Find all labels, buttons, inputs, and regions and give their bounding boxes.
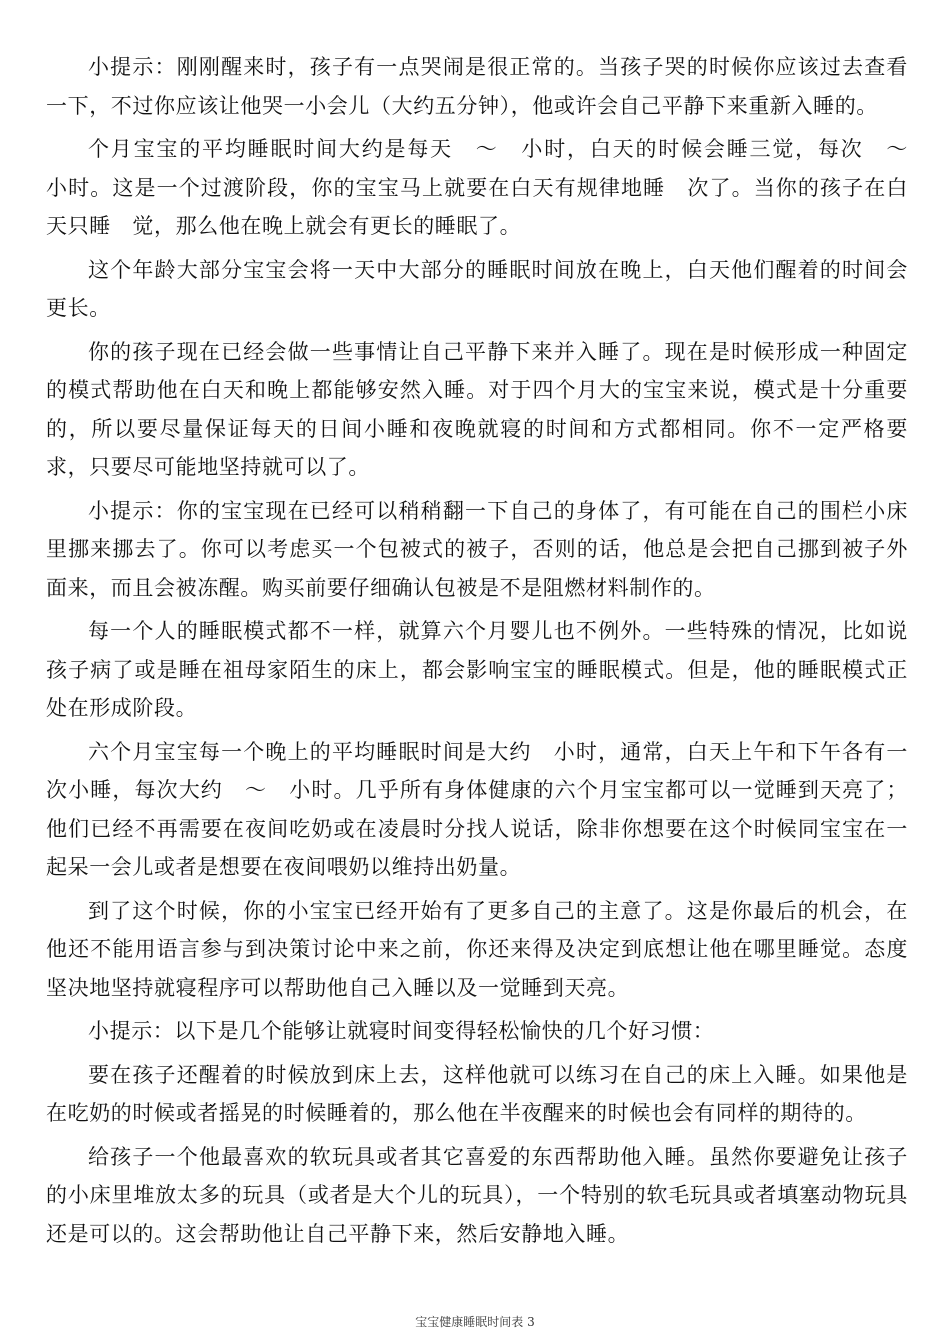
paragraph-night-sleep: 这个年龄大部分宝宝会将一天中大部分的睡眠时间放在晚上，白天他们醒着的时间会更长。 (46, 257, 908, 320)
paragraph-last-chance: 到了这个时候，你的小宝宝已经开始有了更多自己的主意了。这是你最后的机会，在他还不能用语言参与到决策讨论中来之前，你还来得及决定到底想让他在哪里睡觉。态度坚决地坚持就寝程序可以帮助他自己入睡以及一觉睡到天亮。 (46, 898, 908, 1000)
document-body (46, 48, 930, 1258)
paragraph-routine: 你的孩子现在已经会做一些事情让自己平静下来并入睡了。现在是时候形成一种固定的模式帮助他在白天和晚上都能够安然入睡。对于四个月大的宝宝来说，模式是十分重要的，所以要尽量保证每天的日间小睡和夜晚就寝的时间和方式都相同。你不一定严格要求，只要尽可能地坚持就可以了。 (46, 339, 908, 479)
page-footer: 宝宝健康睡眠时间表 3 (415, 1315, 535, 1329)
paragraph-tip-habits: 小提示：以下是几个能够让就寝时间变得轻松愉快的几个好习惯： (88, 1019, 715, 1043)
paragraph-soft-toy: 给孩子一个他最喜欢的软玩具或者其它喜爱的东西帮助他入睡。虽然你要避免让孩子的小床里堆放太多的玩具（或者是大个儿的玩具），一个特别的软毛玩具或者填塞动物玩具还是可以的。这会帮助他让自己平静下来，然后安静地入睡。 (46, 1144, 908, 1246)
paragraph-sleep-patterns: 每一个人的睡眠模式都不一样，就算六个月婴儿也不例外。一些特殊的情况，比如说孩子病了或是睡在祖母家陌生的床上，都会影响宝宝的睡眠模式。但是，他的睡眠模式正处在形成阶段。 (46, 619, 908, 720)
paragraph-awake-to-bed: 要在孩子还醒着的时候放到床上去，这样他就可以练习在自己的床上入睡。如果他是在吃奶的时候或者摇晃的时候睡着的，那么他在半夜醒来的时候也会有同样的期待的。 (46, 1062, 908, 1125)
paragraph-month-sleep-average: 个月宝宝的平均睡眠时间大约是每天 ～ 小时，白天的时候会睡三觉，每次 ～ 小时。这是一个过渡阶段，你的宝宝马上就要在白天有规律地睡 次了。当你的孩子在白天只睡 觉，那么他在晚上就会有更长的睡眠了。 (46, 137, 930, 238)
paragraph-tip-waking: 小提示：刚刚醒来时，孩子有一点哭闹是很正常的。当孩子哭的时候你应该过去查看一下，不过你应该让他哭一小会儿（大约五分钟），他或许会自己平静下来重新入睡的。 (46, 55, 908, 118)
paragraph-six-month-sleep: 六个月宝宝每一个晚上的平均睡眠时间是大约 小时，通常，白天上午和下午各有一次小睡，每次大约 ～ 小时。几乎所有身体健康的六个月宝宝都可以一觉睡到天亮了；他们已经不再需要在夜间吃奶或在凌晨时分找人说话，除非你想要在这个时候同宝宝在一起呆一会儿或者是想要在夜间喂奶以维持出奶量。 (46, 739, 908, 879)
paragraph-tip-sleep-sack: 小提示：你的宝宝现在已经可以稍稍翻一下自己的身体了，有可能在自己的围栏小床里挪来挪去了。你可以考虑买一个包被式的被子，否则的话，他总是会把自己挪到被子外面来，而且会被冻醒。购买前要仔细确认包被是不是阻燃材料制作的。 (46, 498, 908, 600)
